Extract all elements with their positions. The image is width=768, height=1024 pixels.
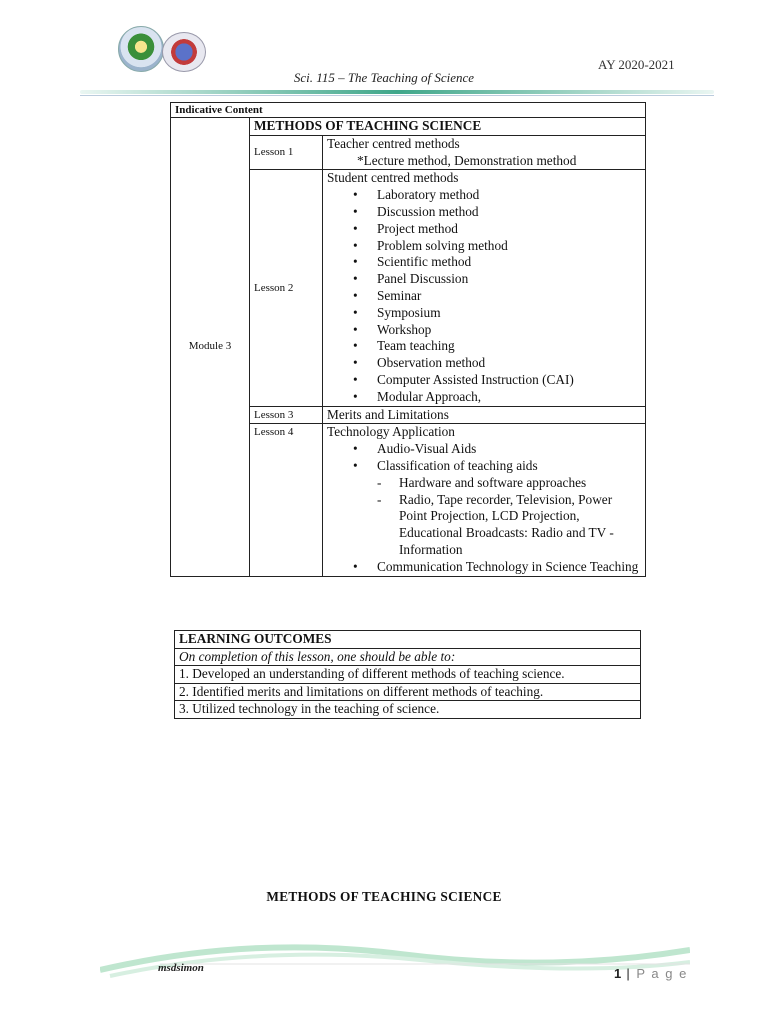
list-item: • Seminar xyxy=(327,288,641,305)
sub-list-item: - Radio, Tape recorder, Television, Power Point Projection, LCD Projection, Educational Broadcasts: Radio and TV - Information xyxy=(327,492,641,559)
lesson-4-sublist xyxy=(327,475,641,559)
lesson-4-content xyxy=(323,424,646,576)
list-item: • Observation method xyxy=(327,355,641,372)
learning-outcomes-intro: On completion of this lesson, one should be able to: xyxy=(175,648,641,666)
page-separator: | xyxy=(626,966,632,981)
list-item: • Scientific method xyxy=(327,254,641,271)
list-item: • Classification of teaching aids xyxy=(327,458,641,475)
lesson-1-label: Lesson 1 xyxy=(250,135,323,170)
academic-year: AY 2020-2021 xyxy=(598,57,675,72)
learning-outcome-item: 2. Identified merits and limitations on different methods of teaching. xyxy=(175,683,641,701)
author-signature: msdsimon xyxy=(158,962,204,974)
indicative-content-heading: Indicative Content xyxy=(171,103,646,118)
list-item: • Team teaching xyxy=(327,338,641,355)
lesson-2-label: Lesson 2 xyxy=(250,170,323,406)
list-item: • Workshop xyxy=(327,322,641,339)
college-seal-logo xyxy=(162,32,206,72)
lesson-4-list-continued xyxy=(327,559,641,576)
list-item: • Communication Technology in Science Teaching xyxy=(327,559,641,576)
lesson-4-list xyxy=(327,441,641,475)
list-item: • Computer Assisted Instruction (CAI) xyxy=(327,372,641,389)
header-rule xyxy=(80,90,714,94)
header-logos xyxy=(116,26,208,74)
lesson-4-heading: Technology Application xyxy=(327,424,455,440)
page-word: P a g e xyxy=(636,966,688,981)
sub-list-item: - Hardware and software approaches xyxy=(327,475,641,492)
learning-outcomes-heading: LEARNING OUTCOMES xyxy=(175,631,641,649)
list-item: • Modular Approach, xyxy=(327,389,641,406)
page-number-value: 1 xyxy=(614,966,622,981)
list-item: • Discussion method xyxy=(327,204,641,221)
page-number xyxy=(614,966,688,981)
module-label: Module 3 xyxy=(171,118,250,577)
lesson-1-line1: Teacher centred methods xyxy=(327,135,460,151)
list-item: • Project method xyxy=(327,221,641,238)
lesson-1-line2: *Lecture method, Demonstration method xyxy=(357,152,577,168)
lesson-2-heading: Student centred methods xyxy=(327,170,459,186)
course-title: Sci. 115 – The Teaching of Science xyxy=(293,70,475,85)
section-title: METHODS OF TEACHING SCIENCE xyxy=(266,889,502,904)
learning-outcome-item: 1. Developed an understanding of different methods of teaching science. xyxy=(175,666,641,684)
lesson-4-label: Lesson 4 xyxy=(250,424,323,576)
header-rule-thin xyxy=(80,95,714,96)
list-item: • Panel Discussion xyxy=(327,271,641,288)
lesson-2-content xyxy=(323,170,646,406)
learning-outcomes-table xyxy=(174,630,641,719)
learning-outcome-item: 3. Utilized technology in the teaching of science. xyxy=(175,701,641,719)
list-item: • Symposium xyxy=(327,305,641,322)
lesson-3-label: Lesson 3 xyxy=(250,406,323,424)
indicative-content-table xyxy=(170,102,646,577)
module-title: METHODS OF TEACHING SCIENCE xyxy=(250,118,646,136)
footer-swoosh xyxy=(100,940,690,980)
lesson-1-content xyxy=(323,135,646,170)
list-item: • Audio-Visual Aids xyxy=(327,441,641,458)
lesson-3-content: Merits and Limitations xyxy=(323,406,646,424)
lesson-2-list xyxy=(327,187,641,405)
university-seal-logo xyxy=(118,26,164,72)
list-item: • Problem solving method xyxy=(327,238,641,255)
list-item: • Laboratory method xyxy=(327,187,641,204)
